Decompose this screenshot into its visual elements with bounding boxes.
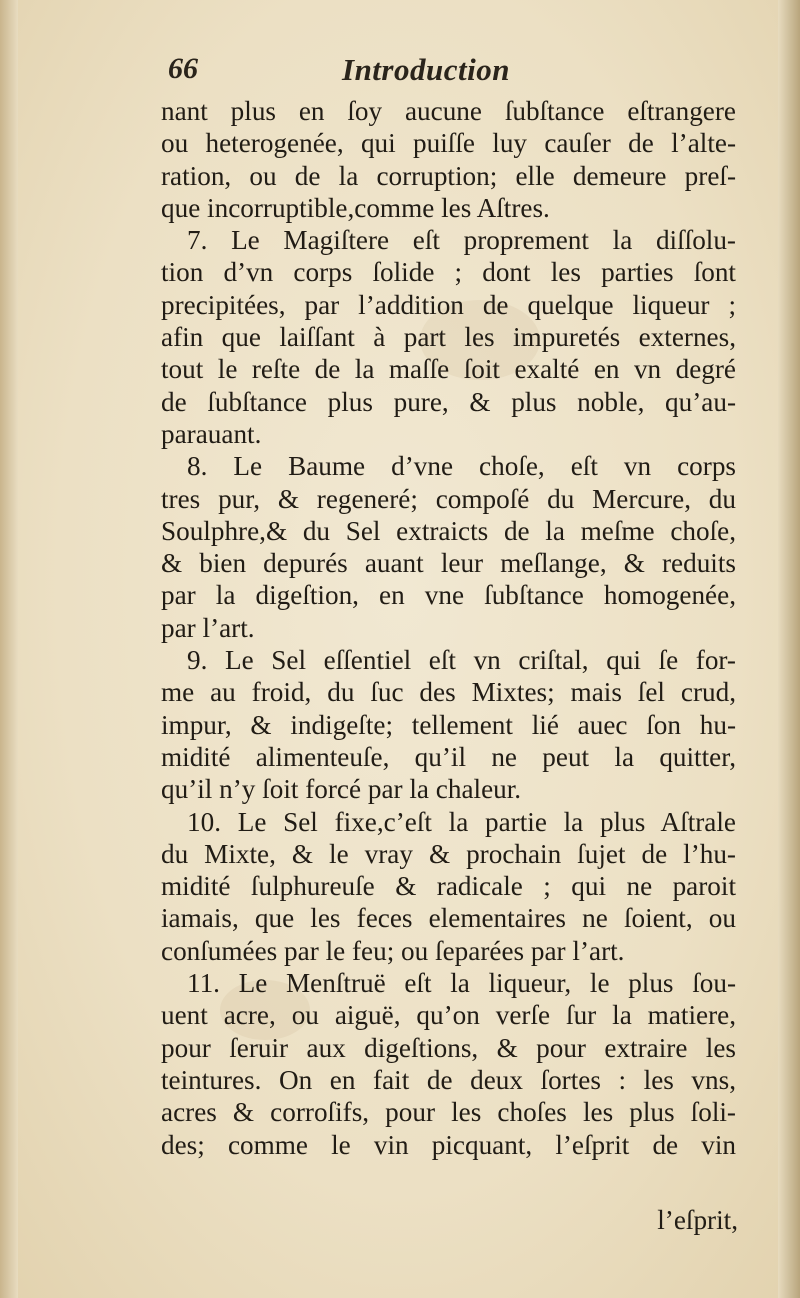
text-line: nant plus en ſoy aucune ſubſtance eſtrangere [161, 96, 736, 126]
text-line: 7. Le Magiſtere eſt proprement la diſſolu- [187, 225, 736, 256]
text-line: que incorruptible,comme les Aſtres. [161, 192, 550, 223]
text-line: iamais, que les feces elementaires ne ſoient, ou [161, 903, 736, 934]
text-line: uent acre, ou aiguë, qu’on verſe ſur la matiere, [161, 1000, 736, 1031]
text-line: du Mixte, & le vray & prochain ſujet de l’hu- [161, 838, 736, 869]
text-line: precipitées, par l’addition de quelque liqueur ; [161, 289, 736, 320]
running-head: Introduction [342, 52, 510, 87]
text-line: tout le reſte de la maſſe ſoit exalté en vn degré [161, 354, 736, 385]
text-line: Soulphre,& du Sel extraicts de la meſme choſe, [161, 515, 736, 546]
text-line: ration, ou de la corruption; elle demeure preſ- [161, 160, 736, 191]
text-line: afin que laiſſant à part les impuretés externes, [161, 322, 736, 353]
text-line: midité ſulphureuſe & radicale ; qui ne paroit [161, 871, 736, 902]
text-line: midité alimenteuſe, qu’il ne peut la quitter, [161, 741, 736, 772]
text-line: 11. Le Menſtruë eſt la liqueur, le plus ſou- [187, 968, 736, 999]
text-line: 9. Le Sel eſſentiel eſt vn criſtal, qui ſe for- [187, 645, 736, 676]
text-line: & bien depurés auant leur meſlange, & reduits [161, 548, 736, 579]
page-header [160, 52, 740, 92]
text-line: teintures. On en fait de deux ſortes : les vns, [161, 1064, 736, 1095]
text-line: parauant. [161, 418, 262, 449]
text-line: par l’art. [161, 612, 255, 643]
text-line: conſumées par le feu; ou ſeparées par l’art. [161, 935, 625, 966]
text-line: de ſubſtance plus pure, & plus noble, qu’au- [161, 386, 736, 417]
text-line: me au froid, du ſuc des Mixtes; mais ſel crud, [161, 677, 736, 708]
page-number: 66 [168, 52, 198, 85]
body-text [161, 95, 736, 1161]
text-line: acres & corroſifs, pour les choſes les plus ſoli- [161, 1097, 736, 1128]
text-line: pour ſeruir aux digeſtions, & pour extraire les [161, 1032, 736, 1063]
text-line: tion d’vn corps ſolide ; dont les parties ſont [161, 257, 736, 288]
text-line: par la digeſtion, en vne ſubſtance homogenée, [161, 580, 736, 611]
page-gutter [0, 0, 18, 1298]
text-line: tres pur, & regeneré; compoſé du Mercure, du [161, 483, 736, 514]
text-line: ou heterogenée, qui puiſſe luy cauſer de l’alte- [161, 128, 736, 159]
page-edge [778, 0, 800, 1298]
text-line: 8. Le Baume d’vne choſe, eſt vn corps [187, 451, 736, 482]
catchword: l’eſprit, [657, 1205, 738, 1235]
text-line: impur, & indigeſte; tellement lié auec ſon hu- [161, 709, 736, 740]
text-line: 10. Le Sel fixe,c’eſt la partie la plus Aſtrale [187, 806, 736, 837]
text-line: qu’il n’y ſoit forcé par la chaleur. [161, 774, 522, 805]
text-line: des; comme le vin picquant, l’eſprit de vin [161, 1129, 736, 1160]
